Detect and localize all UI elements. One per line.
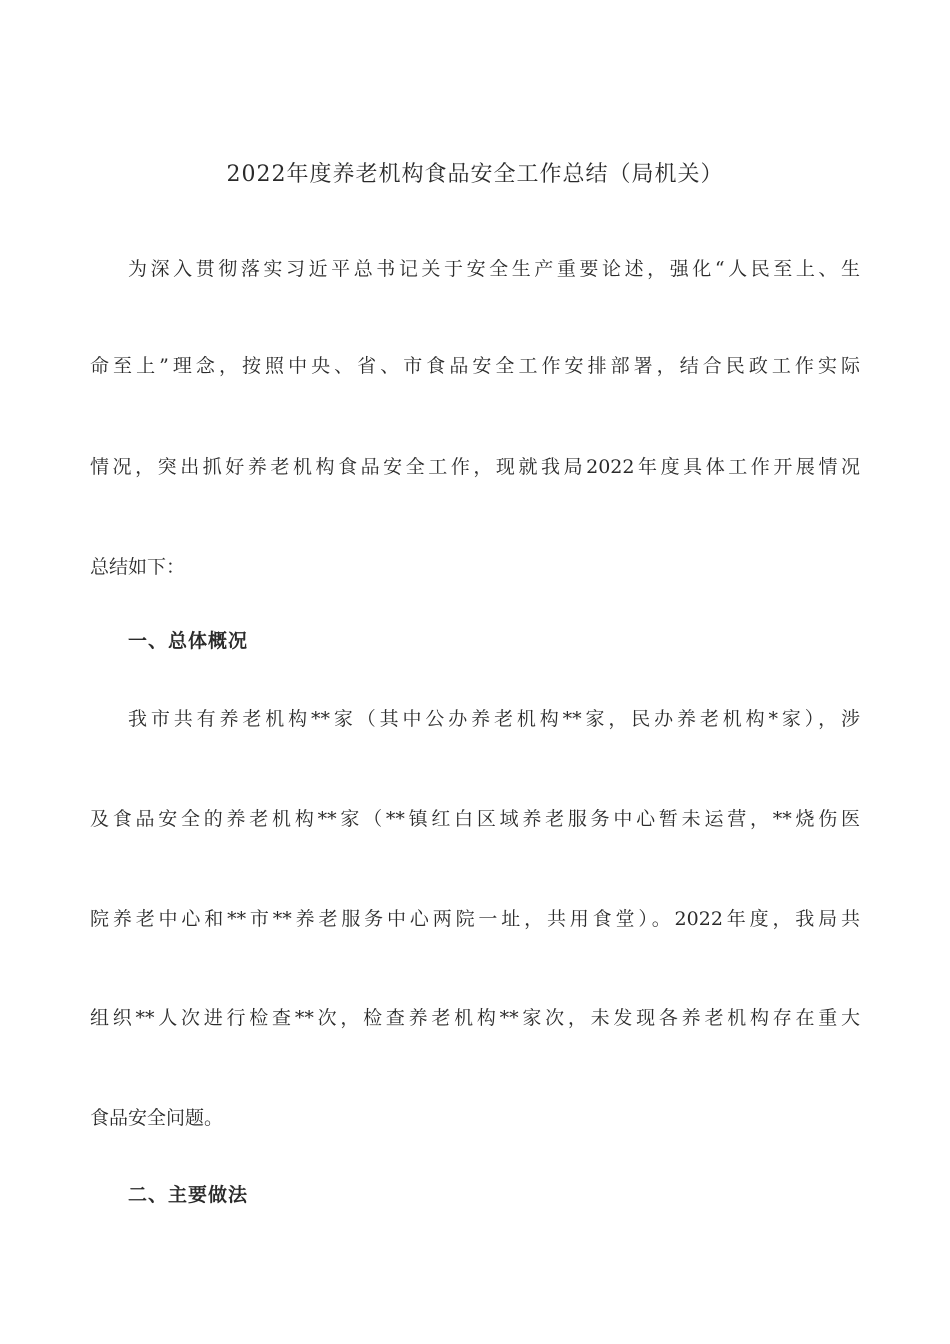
intro-line-3: 情况，突出抓好养老机构食品安全工作，现就我局2022年度具体工作开展情况 (90, 456, 860, 478)
intro-line-2: 命至上”理念，按照中央、省、市食品安全工作安排部署，结合民政工作实际 (90, 355, 860, 377)
intro-line-4: 总结如下： (90, 556, 186, 578)
intro-line-1: 为深入贯彻落实习近平总书记关于安全生产重要论述，强化“人民至上、生 (128, 258, 860, 280)
section-heading-overview: 一、总体概况 (128, 630, 249, 652)
document-title: 2022年度养老机构食品安全工作总结（局机关） (226, 162, 724, 187)
overview-line-1: 我市共有养老机构**家（其中公办养老机构**家，民办养老机构*家），涉 (128, 708, 860, 730)
section-heading-main-practices: 二、主要做法 (128, 1184, 249, 1206)
overview-line-3: 院养老中心和**市**养老服务中心两院一址，共用食堂）。2022年度，我局共 (90, 908, 860, 930)
overview-line-2: 及食品安全的养老机构**家（**镇红白区域养老服务中心暂未运营，**烧伤医 (90, 808, 860, 830)
overview-line-4: 组织**人次进行检查**次，检查养老机构**家次，未发现各养老机构存在重大 (90, 1007, 860, 1029)
overview-line-5: 食品安全问题。 (90, 1107, 224, 1129)
